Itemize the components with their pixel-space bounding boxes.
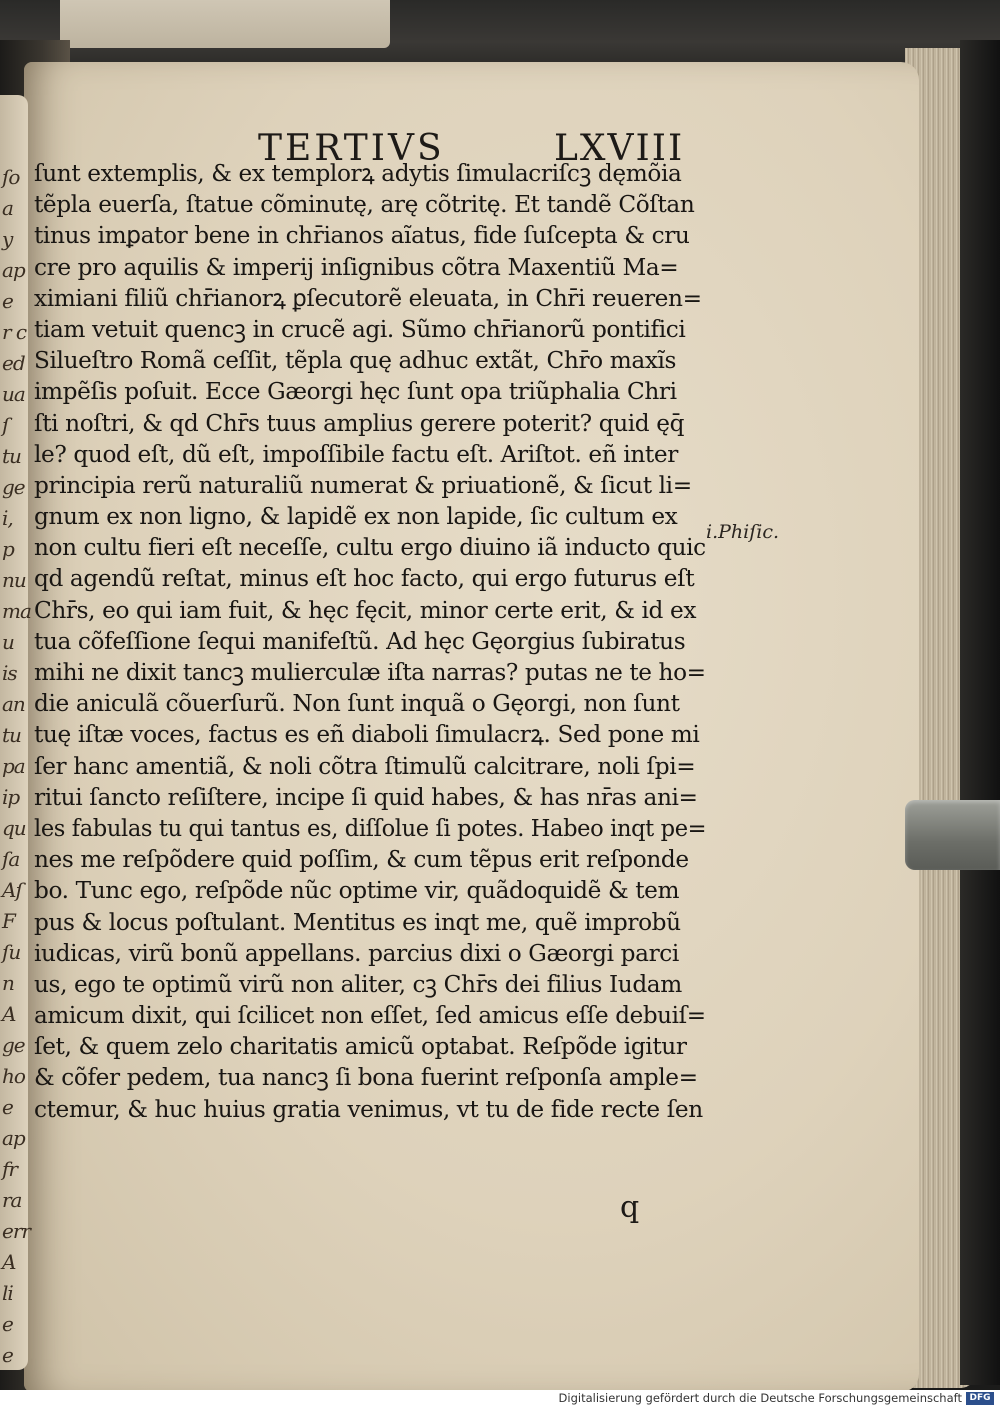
text-line: tua cõfeſſione ſequi manifeſtũ. Ad hęc Gęorgius ſubiratus <box>34 626 686 655</box>
facing-page-text-fragment: ra <box>2 1188 22 1212</box>
facing-page-fragment <box>0 95 31 1370</box>
facing-page-text-fragment: A <box>2 1250 16 1274</box>
facing-page-text-fragment: ed <box>2 351 25 375</box>
text-line: tinus imꝑator bene in chr̄ianos aĩatus, fide ſuſcepta & cru <box>34 221 690 250</box>
text-line: bo. Tunc ego, reſpõde nũc optime vir, quãdoquidẽ & tem <box>34 876 680 905</box>
text-line: pus & locus poſtulant. Mentitus es inqt me, quẽ improbũ <box>34 907 681 936</box>
text-line: tẽpla euerſa, ſtatue cõminutę, arę cõtritę. Et tandẽ Cõſtan <box>34 190 695 219</box>
text-line: gnum ex non ligno, & lapidẽ ex non lapide, ſic cultum ex <box>34 502 678 531</box>
text-line: les fabulas tu qui tantus es, diſſolue ſi potes. Habeo inqt pe= <box>34 813 707 842</box>
text-line: ximiani filiũ chr̄ianorꝝ ꝑſecutorẽ eleuata, in Chr̄i reueren= <box>34 283 702 312</box>
facing-page-text-fragment: ip <box>2 785 20 809</box>
facing-page-text-fragment: e <box>2 1343 13 1367</box>
facing-page-text-fragment: y <box>2 227 13 251</box>
facing-page-text-fragment: a <box>2 196 13 220</box>
facing-page-text-fragment: ua <box>2 382 25 406</box>
text-line: tiam vetuit quencꝫ in crucẽ agi. Sũmo chr̄ianorũ pontifici <box>34 314 686 343</box>
facing-page-text-fragment: ho <box>2 1064 25 1088</box>
facing-page-text-fragment: ge <box>2 1033 25 1057</box>
facing-page-text-fragment: Aſ <box>2 878 22 902</box>
facing-page-text-fragment: i, <box>2 506 13 530</box>
facing-page-text-fragment: ſo <box>2 165 20 189</box>
facing-page-text-fragment: F <box>2 909 15 933</box>
facing-page-text-fragment: ſa <box>2 847 20 871</box>
body-text <box>34 158 714 1125</box>
text-line: ſti noſtri, & qd Chr̄s tuus amplius gerere poterit? quid ęq̄ <box>34 408 685 437</box>
marginal-note: i.Phiſic. <box>706 521 780 543</box>
text-line: ſer hanc amentiã, & noli cõtra ſtimulũ calcitrare, noli ſpi= <box>34 751 696 780</box>
facing-page-text-fragment: tu <box>2 444 21 468</box>
facing-page-text-fragment: an <box>2 692 25 716</box>
text-line: principia rerũ naturaliũ numerat & priuationẽ, & ſicut li= <box>34 470 692 499</box>
funding-credit: Digitalisierung gefördert durch die Deutsche Forschungsgemeinschaft <box>558 1391 962 1405</box>
text-line: qd agendũ reſtat, minus eſt hoc facto, qui ergo futurus eſt <box>34 564 695 593</box>
text-line: ſet, & quem zelo charitatis amicũ optabat. Reſpõde igitur <box>34 1032 687 1061</box>
text-line: impẽſis poſuit. Ecce Gæorgi hęc ſunt opa triũphalia Chri <box>34 377 677 406</box>
facing-page-text-fragment: ap <box>2 258 25 282</box>
text-line: Silueſtro Romã ceſſit, tẽpla quę adhuc extãt, Chr̄o maxĩs <box>34 346 677 375</box>
book-clasp <box>905 800 1000 870</box>
facing-page-text-fragment: ap <box>2 1126 25 1150</box>
text-line: nes me reſpõdere quid poſſim, & cum tẽpus erit reſponde <box>34 845 689 874</box>
text-line: mihi ne dixit tancꝫ mulierculæ iſta narras? putas ne te ho= <box>34 658 706 686</box>
facing-page-text-fragment: fr <box>2 1157 17 1181</box>
running-head-book-number: TERTIVS <box>258 128 445 169</box>
book-cover-right <box>960 40 1000 1385</box>
text-line: & cõfer pedem, tua nancꝫ ſi bona fuerint reſponſa ample= <box>34 1063 698 1092</box>
facing-page-text-fragment: ſ <box>2 413 9 437</box>
facing-page-text-fragment: ſu <box>2 940 21 964</box>
facing-page-text-fragment: e <box>2 1095 13 1119</box>
previous-leaf-edge <box>60 0 390 48</box>
facing-page-text-fragment: ma <box>2 599 31 623</box>
facing-page-text-fragment: qu <box>2 816 26 840</box>
facing-page-text-fragment: e <box>2 289 13 313</box>
signature-mark: q <box>620 1190 640 1225</box>
facing-page-text-fragment: u <box>2 630 14 654</box>
folio-number: LXVIII <box>554 128 685 169</box>
text-line: us, ego te optimũ virũ non aliter, cꝫ Chr̄s dei filius Iudam <box>34 969 682 998</box>
text-line: iudicas, virũ bonũ appellans. parcius dixi o Gæorgi parci <box>34 938 679 967</box>
text-line: amicum dixit, qui ſcilicet non eſſet, ſed amicus eſſe debuiſ= <box>34 1001 706 1030</box>
facing-page-text-fragment: tu <box>2 723 21 747</box>
text-line: ctemur, & huc huius gratia venimus, vt tu de fide recte ſen <box>34 1094 703 1123</box>
facing-page-text-fragment: pa <box>2 754 25 778</box>
text-line: le? quod eſt, dũ eſt, impoſſibile factu eſt. Ariſtot. eñ inter <box>34 439 678 468</box>
facing-page-text-fragment: nu <box>2 568 26 592</box>
facing-page-text-fragment: e <box>2 1312 13 1336</box>
facing-page-text-fragment: err <box>2 1219 30 1243</box>
facing-page-text-fragment: n <box>2 971 14 995</box>
text-line: ritui ſancto reſiſtere, incipe ſi quid habes, & has nr̄as ani= <box>34 782 698 811</box>
facing-page-text-fragment: is <box>2 661 17 685</box>
text-line: die aniculã cõuerſurũ. Non ſunt inquã o Gęorgi, non ſunt <box>34 689 680 718</box>
text-line: Chr̄s, eo qui iam fuit, & hęc fęcit, minor certe erit, & id ex <box>34 595 697 624</box>
facing-page-text-fragment: li <box>2 1281 13 1305</box>
facing-page-text-fragment: A <box>2 1002 16 1026</box>
facing-page-text-fragment: r c <box>2 320 27 344</box>
text-line: cre pro aquilis & imperij inſignibus cõtra Maxentiũ Ma= <box>34 252 679 281</box>
dfg-logo: DFG <box>966 1392 994 1405</box>
facing-page-text-fragment: ge <box>2 475 25 499</box>
facing-page-text-fragment: p <box>2 537 14 561</box>
text-line: ſunt extemplis, & ex templorꝝ adytis ſimulacriſcꝫ dęmõia <box>34 159 682 187</box>
text-line: non cultu fieri eſt neceſſe, cultu ergo diuino iã inducto quic <box>34 533 706 562</box>
text-line: tuę iſtæ voces, factus es eñ diaboli ſimulacrꝝ. Sed pone mi <box>34 720 700 749</box>
